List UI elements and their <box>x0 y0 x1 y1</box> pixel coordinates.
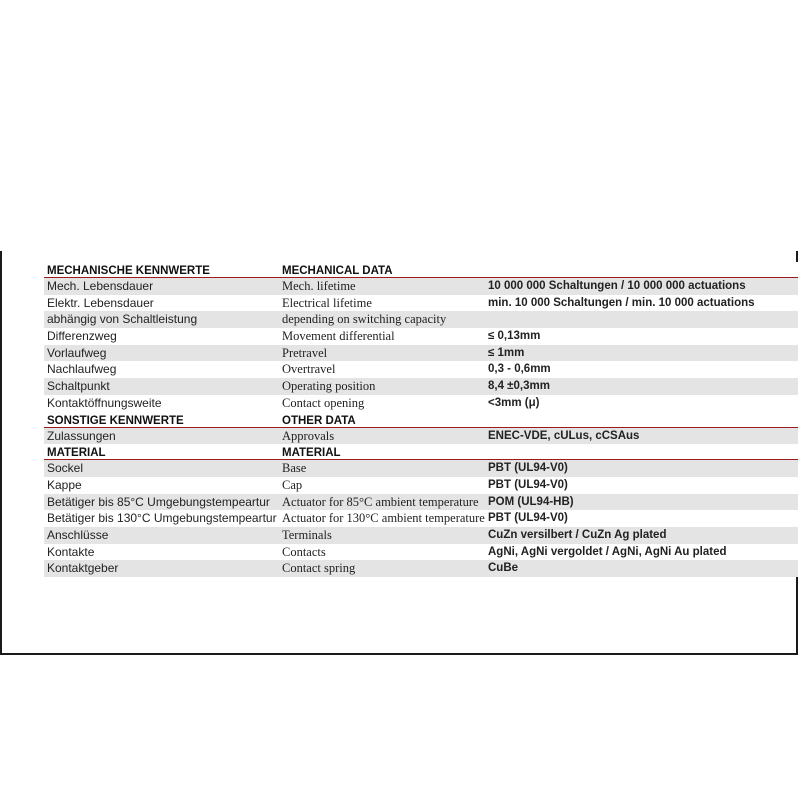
property-label-de: Schaltpunkt <box>47 379 110 394</box>
section-title-en: MECHANICAL DATA <box>282 265 393 277</box>
table-row <box>44 345 798 362</box>
property-label-en: depending on switching capacity <box>282 312 447 327</box>
table-row <box>44 527 798 544</box>
property-label-en: Contacts <box>282 544 326 559</box>
section-header <box>44 412 798 428</box>
property-label-de: Kontaktgeber <box>47 561 119 576</box>
property-label-de: abhängig von Schaltleistung <box>47 312 198 327</box>
property-value: PBT (UL94-V0) <box>488 462 568 475</box>
table-row <box>44 395 798 412</box>
section-header <box>44 262 798 278</box>
property-value: 0,3 - 0,6mm <box>488 363 551 376</box>
section-title-de: MECHANISCHE KENNWERTE <box>47 265 210 277</box>
property-value: CuBe <box>488 562 519 575</box>
property-value: min. 10 000 Schaltungen / min. 10 000 actuations <box>488 296 755 309</box>
property-label-en: Pretravel <box>282 345 328 360</box>
property-label-en: Movement differential <box>282 329 395 344</box>
property-value: PBT (UL94-V0) <box>488 512 568 525</box>
property-label-en: Actuator for 130°C ambient temperature <box>282 511 485 526</box>
table-row <box>44 295 798 312</box>
property-label-en: Electrical lifetime <box>282 295 372 310</box>
spec-sheet-frame <box>0 251 798 655</box>
property-label-en: Base <box>282 461 307 476</box>
property-value: 8,4 ±0,3mm <box>488 380 550 393</box>
property-label-de: Mech. Lebensdauer <box>47 279 154 293</box>
table-row <box>44 494 798 511</box>
section-title-en: MATERIAL <box>282 447 341 460</box>
property-value: ≤ 0,13mm <box>488 330 541 343</box>
property-value: CuZn versilbert / CuZn Ag plated <box>488 528 667 541</box>
table-row <box>44 460 798 477</box>
property-value: 10 000 000 Schaltungen / 10 000 000 actuations <box>488 280 746 292</box>
property-label-de: Zulassungen <box>47 428 116 443</box>
table-row <box>44 378 798 395</box>
section-header <box>44 444 798 460</box>
property-value: <3mm (μ) <box>488 396 540 409</box>
spec-table <box>44 262 798 577</box>
property-label-de: Kappe <box>47 477 82 492</box>
property-label-de: Vorlaufweg <box>47 345 107 360</box>
property-value: ENEC-VDE, cULus, cCSAus <box>488 429 640 442</box>
table-row <box>44 544 798 561</box>
table-row <box>44 510 798 527</box>
property-value <box>488 311 798 328</box>
property-label-en: Contact opening <box>282 395 365 410</box>
table-row <box>44 477 798 494</box>
property-label-en: Cap <box>282 477 303 492</box>
table-row <box>44 361 798 378</box>
table-row <box>44 278 798 295</box>
property-label-de: Kontakte <box>47 544 95 559</box>
table-row <box>44 328 798 345</box>
property-label-en: Overtravel <box>282 362 336 377</box>
property-label-en: Actuator for 85°C ambient temperature <box>282 494 479 509</box>
table-row <box>44 428 798 445</box>
property-value: PBT (UL94-V0) <box>488 478 568 491</box>
property-label-en: Mech. lifetime <box>282 279 356 293</box>
property-label-de: Betätiger bis 85°C Umgebungstempeartur <box>47 494 270 509</box>
section-title-de: MATERIAL <box>47 447 106 460</box>
section-title-de: SONSTIGE KENNWERTE <box>47 414 184 427</box>
property-value: POM (UL94-HB) <box>488 495 574 508</box>
property-label-en: Contact spring <box>282 561 356 576</box>
property-label-de: Differenzweg <box>47 329 117 344</box>
property-label-en: Approvals <box>282 428 335 443</box>
property-label-de: Sockel <box>47 461 84 476</box>
property-label-en: Operating position <box>282 379 376 394</box>
property-label-de: Betätiger bis 130°C Umgebungstempeartur <box>47 511 277 526</box>
table-row <box>44 560 798 577</box>
property-label-de: Elektr. Lebensdauer <box>47 295 154 310</box>
property-value: AgNi, AgNi vergoldet / AgNi, AgNi Au plated <box>488 545 727 558</box>
section-title-en: OTHER DATA <box>282 414 356 427</box>
table-row <box>44 311 798 328</box>
property-value: ≤ 1mm <box>488 346 525 359</box>
property-label-de: Anschlüsse <box>47 527 109 542</box>
property-label-en: Terminals <box>282 527 332 542</box>
property-label-de: Kontaktöffnungsweite <box>47 395 162 410</box>
property-label-de: Nachlaufweg <box>47 362 117 377</box>
